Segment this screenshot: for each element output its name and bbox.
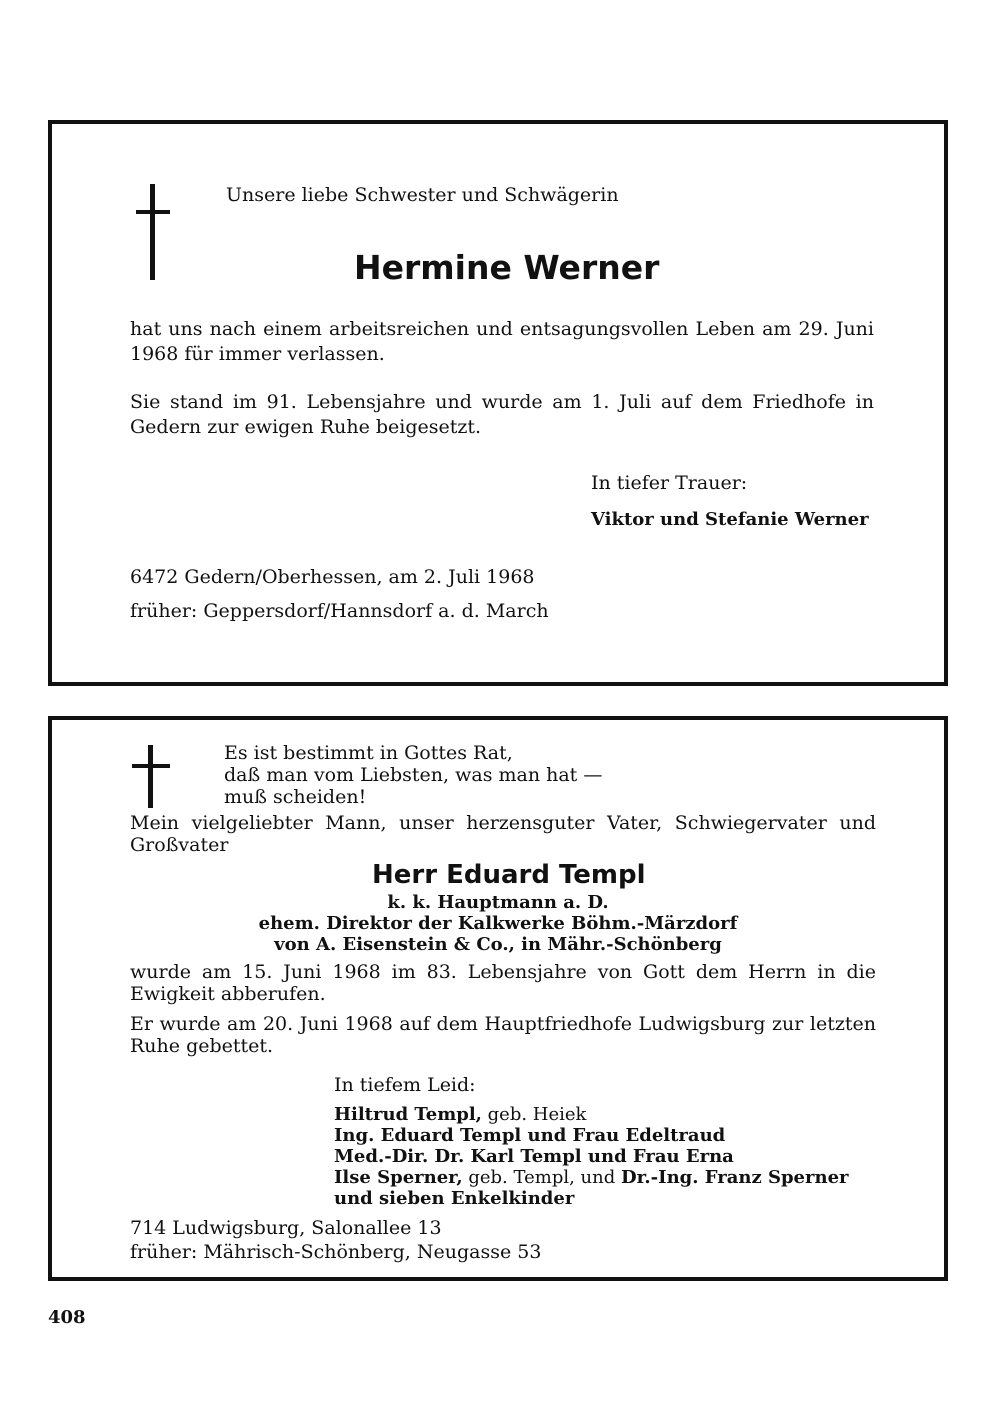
mourner-line-4: Ilse Sperner, geb. Templ, und Dr.-Ing. Franz Sperner [334, 1167, 849, 1188]
title-line-2: ehem. Direktor der Kalkwerke Böhm.-Märzdorf [258, 913, 738, 934]
notice2-paragraph-1: wurde am 15. Juni 1968 im 83. Lebensjahre von Gott dem Herrn in die Ewigkeit abberufen. [130, 961, 876, 1005]
notice1-mourners: Viktor und Stefanie Werner [591, 509, 869, 530]
mourner-line-3: Med.-Dir. Dr. Karl Templ und Frau Erna [334, 1146, 734, 1167]
obituary-eduard-templ [48, 716, 948, 1281]
title-line-1: k. k. Hauptmann a. D. [387, 892, 609, 913]
mourner-line-5: und sieben Enkelkinder [334, 1188, 575, 1209]
mourner-line-2: Ing. Eduard Templ und Frau Edeltraud [334, 1125, 726, 1146]
verse-line-2: daß man vom Liebsten, was man hat — [224, 764, 603, 786]
notice1-former-residence: früher: Geppersdorf/Hannsdorf a. d. March [130, 600, 549, 622]
notice1-mourning-label: In tiefer Trauer: [591, 472, 748, 494]
title-line-3: von A. Eisenstein & Co., in Mähr.-Schönberg [274, 934, 722, 955]
verse-line-1: Es ist bestimmt in Gottes Rat, [224, 742, 513, 764]
notice2-name: Herr Eduard Templ [372, 860, 646, 890]
obituary-hermine-werner [48, 120, 948, 686]
notice2-mourning-label: In tiefem Leid: [334, 1074, 476, 1096]
notice2-intro: Mein vielgeliebter Mann, unser herzensguter Vater, Schwiegervater und Großvater [130, 812, 876, 856]
verse-line-3: muß scheiden! [224, 786, 367, 808]
page-number: 408 [48, 1307, 86, 1328]
notice2-address: 714 Ludwigsburg, Salonallee 13 [130, 1217, 442, 1239]
cross-icon [136, 184, 170, 280]
notice1-paragraph-1: hat uns nach einem arbeitsreichen und entsagungsvollen Leben am 29. Juni 1968 für immer verlassen. [130, 318, 874, 365]
mourner-line-1: Hiltrud Templ, geb. Heiek [334, 1104, 587, 1125]
notice1-intro: Unsere liebe Schwester und Schwägerin [226, 184, 619, 206]
notice2-paragraph-2: Er wurde am 20. Juni 1968 auf dem Hauptfriedhofe Ludwigsburg zur letzten Ruhe gebettet. [130, 1013, 876, 1057]
notice2-former-residence: früher: Mährisch-Schönberg, Neugasse 53 [130, 1241, 542, 1263]
cross-icon [132, 745, 170, 808]
notice1-paragraph-2: Sie stand im 91. Lebensjahre und wurde am 1. Juli auf dem Friedhofe in Gedern zur ewigen Ruhe beigesetzt. [130, 391, 874, 438]
notice1-name: Hermine Werner [354, 248, 660, 287]
notice1-place-date: 6472 Gedern/Oberhessen, am 2. Juli 1968 [130, 566, 535, 588]
